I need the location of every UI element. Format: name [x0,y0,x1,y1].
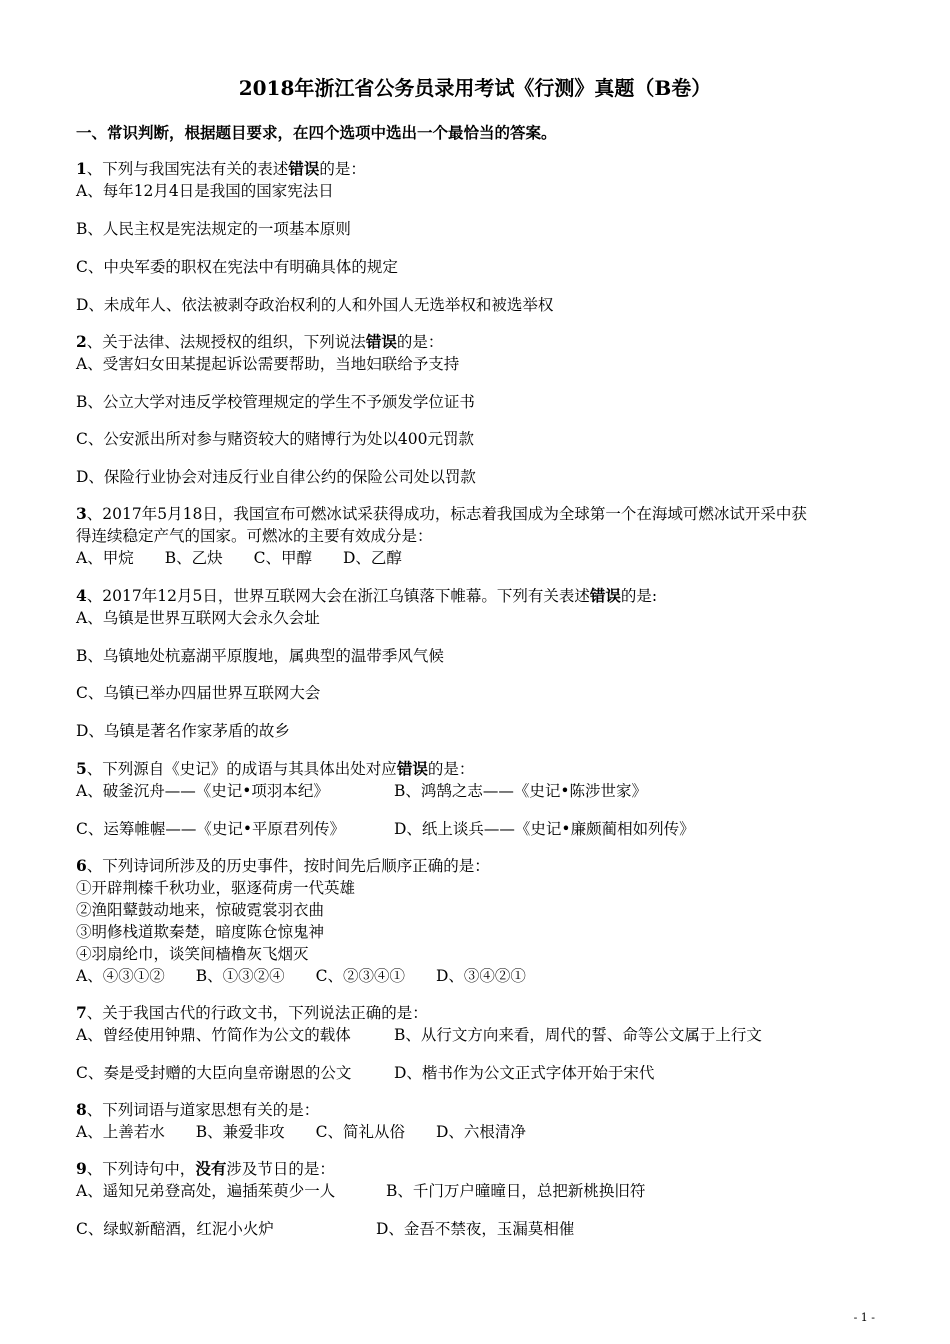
option: D、纸上谈兵——《史记•廉颇蔺相如列传》 [394,820,695,838]
question-8 [76,1099,886,1121]
question-number: 7 [76,1003,87,1022]
option: B、乌镇地处杭嘉湖平原腹地，属典型的温带季风气候 [76,647,444,665]
option: A、受害妇女田某提起诉讼需要帮助，当地妇联给予支持 [76,355,460,373]
stem-text: 的是： [396,333,444,351]
option: D、楷书作为公文正式字体开始于宋代 [394,1064,655,1082]
stem-text: 、下列与我国宪法有关的表述 [86,160,289,178]
option: D、乌镇是著名作家茅盾的故乡 [76,722,290,740]
stem-text: 、下列诗词所涉及的历史事件，按时间先后顺序正确的是： [86,857,490,875]
option: D、保险行业协会对违反行业自律公约的保险公司处以罚款 [76,468,476,486]
option: C、乌镇已举办四届世界互联网大会 [76,684,321,702]
stem-emphasis: 错误 [288,159,320,178]
option: C、中央军委的职权在宪法中有明确具体的规定 [76,258,398,276]
option: D、金吾不禁夜，玉漏莫相催 [376,1220,575,1238]
option: B、公立大学对违反学校管理规定的学生不予颁发学位证书 [76,393,475,411]
stem-text: 的是: [620,587,658,605]
option: A、乌镇是世界互联网大会永久会址 [76,609,320,627]
stem-emphasis: 没有 [195,1159,227,1178]
question-number: 6 [76,856,87,875]
stem-text: 、下列诗句中， [86,1160,196,1178]
stem-text: 、关于法律、法规授权的组织，下列说法 [86,333,366,351]
question-3 [76,503,886,525]
page-title: 2018年浙江省公务员录用考试《行测》真题（B卷） [238,76,712,100]
option: A、遥知兄弟登高处，遍插茱萸少一人 [76,1182,336,1200]
question-number: 8 [76,1100,87,1119]
option: B、千门万户曈曈日，总把新桃换旧符 [386,1182,646,1200]
option: A、曾经使用钟鼎、竹简作为公文的载体 [76,1026,351,1044]
option: A、破釜沉舟——《史记•项羽本纪》 [76,782,329,800]
stem-emphasis: 错误 [396,759,428,778]
option: C、公安派出所对参与赌资较大的赌博行为处以400元罚款 [76,430,474,448]
question-number: 5 [76,759,87,778]
options-line: A、④③①② B、①③②④ C、②③④① D、③④②① [76,967,526,985]
question-5 [76,758,886,780]
stem-text: 、下列源自《史记》的成语与其具体出处对应 [86,760,397,778]
option: C、运筹帷幄——《史记•平原君列传》 [76,820,346,838]
poem-line: ③明修栈道欺秦楚，暗度陈仓惊鬼神 [76,923,325,941]
poem-line: ④羽扇纶巾，谈笑间樯橹灰飞烟灭 [76,945,309,963]
stem-text: 、2017年5月18日，我国宣布可燃冰试采获得成功，标志着我国成为全球第一个在海域可燃冰试开采中获 [86,505,807,523]
stem-text: 得连续稳定产气的国家。可燃冰的主要有效成分是： [76,527,433,545]
stem-emphasis: 错误 [589,586,621,605]
question-stem [76,158,886,180]
page-number: - 1 - [853,1311,875,1324]
poem-line: ②渔阳鼙鼓动地来，惊破霓裳羽衣曲 [76,901,325,919]
option: C、绿蚁新醅酒，红泥小火炉 [76,1220,274,1238]
question-7 [76,1002,886,1024]
question-number: 9 [76,1159,87,1178]
stem-emphasis: 错误 [365,332,397,351]
question-6 [76,855,886,877]
option: D、未成年人、依法被剥夺政治权利的人和外国人无选举权和被选举权 [76,296,554,314]
option: B、从行文方向来看，周代的誓、命等公文属于上行文 [394,1026,762,1044]
option: C、奏是受封赠的大臣向皇帝谢恩的公文 [76,1064,352,1082]
question-number: 2 [76,332,87,351]
options-line: A、甲烷 B、乙炔 C、甲醇 D、乙醇 [76,549,402,567]
option: B、鸿鹄之志——《史记•陈涉世家》 [394,782,648,800]
poem-line: ①开辟荆榛千秋功业，驱逐荷虏一代英雄 [76,879,356,897]
stem-text: 的是： [319,160,366,178]
question-9 [76,1158,886,1180]
question-number: 1 [76,159,87,178]
stem-text: 涉及节日的是： [226,1160,335,1178]
question-number: 3 [76,504,87,523]
question-2 [76,331,886,353]
stem-text: 、下列词语与道家思想有关的是： [86,1101,320,1119]
stem-text: 的是： [427,760,475,778]
question-4 [76,585,886,607]
question-number: 4 [76,586,87,605]
stem-text: 、2017年12月5日，世界互联网大会在浙江乌镇落下帷幕。下列有关表述 [86,587,590,605]
section-heading: 一、常识判断，根据题目要求，在四个选项中选出一个最恰当的答案。 [76,123,557,142]
option: A、每年12月4日是我国的国家宪法日 [76,182,334,200]
question-1 [76,158,886,180]
option: B、人民主权是宪法规定的一项基本原则 [76,220,351,238]
stem-text: 、关于我国古代的行政文书，下列说法正确的是： [86,1004,428,1022]
options-line: A、上善若水 B、兼爱非攻 C、简礼从俗 D、六根清净 [76,1123,526,1141]
